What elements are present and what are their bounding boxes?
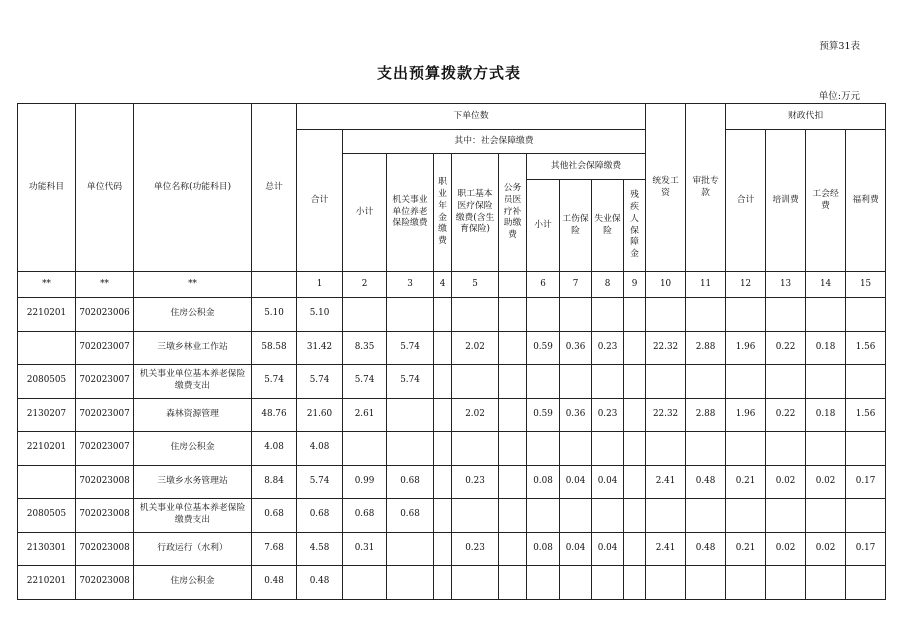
value-cell bbox=[646, 298, 686, 332]
value-cell bbox=[343, 298, 387, 332]
value-cell: 0.48 bbox=[686, 532, 726, 566]
unit-name-cell: 机关事业单位基本养老保险缴费支出 bbox=[134, 365, 252, 399]
value-cell bbox=[387, 566, 434, 600]
value-cell: 4.58 bbox=[297, 532, 343, 566]
value-cell bbox=[806, 298, 846, 332]
value-cell: 0.21 bbox=[726, 465, 766, 499]
func-code-cell: 2080505 bbox=[18, 499, 76, 533]
value-cell bbox=[560, 432, 592, 466]
header-social-subtotal: 小计 bbox=[343, 154, 387, 272]
header-approved-special: 审批专款 bbox=[686, 104, 726, 272]
value-cell: 2.88 bbox=[686, 331, 726, 365]
header-other-social: 其他社会保障缴费 bbox=[527, 154, 646, 180]
header-pension: 机关事业单位养老保险缴费 bbox=[387, 154, 434, 272]
value-cell: 4.08 bbox=[297, 432, 343, 466]
value-cell: 0.17 bbox=[846, 532, 886, 566]
header-total: 总计 bbox=[252, 104, 297, 272]
table-row bbox=[18, 331, 886, 365]
func-code-cell: 2210201 bbox=[18, 566, 76, 600]
header-of-which-social: 其中：社会保障缴费 bbox=[343, 130, 646, 154]
table-number: 预算31表 bbox=[819, 41, 860, 52]
value-cell: 0.04 bbox=[592, 465, 624, 499]
value-cell bbox=[592, 499, 624, 533]
value-cell: 5.74 bbox=[252, 365, 297, 399]
value-cell: 5.74 bbox=[343, 365, 387, 399]
value-cell bbox=[726, 365, 766, 399]
index-cell: ** bbox=[134, 272, 252, 298]
value-cell bbox=[806, 499, 846, 533]
value-cell: 0.02 bbox=[806, 532, 846, 566]
value-cell: 0.23 bbox=[452, 532, 499, 566]
value-cell bbox=[766, 365, 806, 399]
value-cell bbox=[343, 432, 387, 466]
value-cell bbox=[434, 365, 452, 399]
value-cell bbox=[592, 566, 624, 600]
value-cell: 0.02 bbox=[766, 532, 806, 566]
index-cell: ** bbox=[18, 272, 76, 298]
value-cell: 0.36 bbox=[560, 331, 592, 365]
value-cell bbox=[499, 398, 527, 432]
unit-name-cell: 住房公积金 bbox=[134, 566, 252, 600]
value-cell: 5.74 bbox=[387, 331, 434, 365]
table-row bbox=[18, 499, 886, 533]
value-cell: 2.41 bbox=[646, 532, 686, 566]
value-cell: 0.68 bbox=[343, 499, 387, 533]
value-cell: 2.88 bbox=[686, 398, 726, 432]
index-cell: 3 bbox=[387, 272, 434, 298]
index-cell bbox=[252, 272, 297, 298]
value-cell bbox=[726, 566, 766, 600]
value-cell: 0.23 bbox=[592, 331, 624, 365]
unit-name-cell: 三墩乡水务管理站 bbox=[134, 465, 252, 499]
value-cell bbox=[499, 365, 527, 399]
value-cell bbox=[434, 566, 452, 600]
value-cell bbox=[806, 365, 846, 399]
index-cell: 11 bbox=[686, 272, 726, 298]
value-cell: 5.10 bbox=[297, 298, 343, 332]
value-cell bbox=[766, 566, 806, 600]
index-cell: 12 bbox=[726, 272, 766, 298]
unit-code-cell: 702023008 bbox=[76, 566, 134, 600]
value-cell bbox=[499, 532, 527, 566]
value-cell bbox=[592, 432, 624, 466]
value-cell: 0.04 bbox=[560, 465, 592, 499]
index-cell bbox=[499, 272, 527, 298]
value-cell bbox=[527, 432, 560, 466]
func-code-cell: 2210201 bbox=[18, 298, 76, 332]
unit-code-cell: 702023007 bbox=[76, 432, 134, 466]
value-cell: 2.61 bbox=[343, 398, 387, 432]
value-cell bbox=[686, 298, 726, 332]
table-row bbox=[18, 532, 886, 566]
value-cell bbox=[387, 432, 434, 466]
unit-code-cell: 702023006 bbox=[76, 298, 134, 332]
unit-name-cell: 住房公积金 bbox=[134, 298, 252, 332]
table-row bbox=[18, 365, 886, 399]
value-cell: 0.21 bbox=[726, 532, 766, 566]
value-cell: 2.02 bbox=[452, 331, 499, 365]
value-cell bbox=[527, 298, 560, 332]
value-cell bbox=[726, 432, 766, 466]
unit-label: 单位:万元 bbox=[818, 91, 860, 102]
value-cell bbox=[846, 432, 886, 466]
value-cell: 0.31 bbox=[343, 532, 387, 566]
index-cell: 14 bbox=[806, 272, 846, 298]
table-row bbox=[18, 432, 886, 466]
value-cell: 58.58 bbox=[252, 331, 297, 365]
value-cell: 1.56 bbox=[846, 398, 886, 432]
index-cell: 7 bbox=[560, 272, 592, 298]
value-cell: 0.59 bbox=[527, 398, 560, 432]
value-cell bbox=[452, 365, 499, 399]
value-cell: 0.02 bbox=[766, 465, 806, 499]
unit-name-cell: 三墩乡林业工作站 bbox=[134, 331, 252, 365]
header-other-subtotal: 小计 bbox=[527, 180, 560, 272]
unit-code-cell: 702023007 bbox=[76, 398, 134, 432]
header-unit-name: 单位名称(功能科目) bbox=[134, 104, 252, 272]
value-cell bbox=[434, 499, 452, 533]
value-cell bbox=[387, 298, 434, 332]
func-code-cell: 2130301 bbox=[18, 532, 76, 566]
value-cell: 0.17 bbox=[846, 465, 886, 499]
index-cell: 4 bbox=[434, 272, 452, 298]
value-cell: 0.68 bbox=[387, 499, 434, 533]
header-unemployment: 失业保险 bbox=[592, 180, 624, 272]
value-cell bbox=[560, 298, 592, 332]
value-cell: 0.18 bbox=[806, 398, 846, 432]
value-cell bbox=[686, 432, 726, 466]
value-cell bbox=[646, 432, 686, 466]
value-cell bbox=[499, 465, 527, 499]
index-cell: 1 bbox=[297, 272, 343, 298]
value-cell: 5.74 bbox=[297, 365, 343, 399]
value-cell bbox=[766, 499, 806, 533]
value-cell: 0.99 bbox=[343, 465, 387, 499]
value-cell bbox=[624, 532, 646, 566]
value-cell: 7.68 bbox=[252, 532, 297, 566]
index-cell: 9 bbox=[624, 272, 646, 298]
value-cell: 1.96 bbox=[726, 398, 766, 432]
unit-code-cell: 702023008 bbox=[76, 499, 134, 533]
value-cell bbox=[766, 298, 806, 332]
value-cell: 0.22 bbox=[766, 331, 806, 365]
header-lower-units: 下单位数 bbox=[297, 104, 646, 130]
value-cell: 0.48 bbox=[686, 465, 726, 499]
value-cell bbox=[452, 298, 499, 332]
value-cell bbox=[624, 298, 646, 332]
func-code-cell: 2210201 bbox=[18, 432, 76, 466]
header-fiscal-total: 合计 bbox=[726, 130, 766, 272]
value-cell bbox=[846, 566, 886, 600]
value-cell bbox=[387, 398, 434, 432]
index-cell: 5 bbox=[452, 272, 499, 298]
table-row bbox=[18, 398, 886, 432]
header-medical: 职工基本医疗保险缴费(含生育保险) bbox=[452, 154, 499, 272]
value-cell bbox=[624, 465, 646, 499]
budget-table bbox=[17, 103, 886, 600]
header-training: 培训费 bbox=[766, 130, 806, 272]
value-cell: 0.04 bbox=[592, 532, 624, 566]
value-cell: 0.36 bbox=[560, 398, 592, 432]
value-cell bbox=[527, 566, 560, 600]
header-lower-subtotal: 合计 bbox=[297, 130, 343, 272]
value-cell bbox=[686, 566, 726, 600]
index-cell: 8 bbox=[592, 272, 624, 298]
value-cell bbox=[527, 499, 560, 533]
value-cell bbox=[434, 465, 452, 499]
value-cell: 4.08 bbox=[252, 432, 297, 466]
value-cell: 5.74 bbox=[387, 365, 434, 399]
value-cell bbox=[624, 432, 646, 466]
value-cell: 0.48 bbox=[252, 566, 297, 600]
value-cell: 0.08 bbox=[527, 532, 560, 566]
value-cell bbox=[434, 331, 452, 365]
func-code-cell bbox=[18, 465, 76, 499]
value-cell bbox=[624, 499, 646, 533]
value-cell bbox=[452, 499, 499, 533]
value-cell bbox=[499, 298, 527, 332]
value-cell bbox=[499, 566, 527, 600]
value-cell bbox=[726, 499, 766, 533]
value-cell bbox=[499, 331, 527, 365]
value-cell bbox=[560, 566, 592, 600]
header-unit-code: 单位代码 bbox=[76, 104, 134, 272]
value-cell: 8.35 bbox=[343, 331, 387, 365]
value-cell bbox=[452, 566, 499, 600]
value-cell: 8.84 bbox=[252, 465, 297, 499]
value-cell bbox=[624, 331, 646, 365]
value-cell bbox=[624, 398, 646, 432]
unit-name-cell: 行政运行（水利） bbox=[134, 532, 252, 566]
value-cell: 0.04 bbox=[560, 532, 592, 566]
value-cell: 22.32 bbox=[646, 398, 686, 432]
value-cell bbox=[434, 298, 452, 332]
header-disabled: 残疾人保障金 bbox=[624, 180, 646, 272]
table-row bbox=[18, 566, 886, 600]
unit-name-cell: 住房公积金 bbox=[134, 432, 252, 466]
table-row bbox=[18, 465, 886, 499]
value-cell: 1.56 bbox=[846, 331, 886, 365]
value-cell bbox=[499, 499, 527, 533]
header-union: 工会经费 bbox=[806, 130, 846, 272]
header-func-subject: 功能科目 bbox=[18, 104, 76, 272]
value-cell bbox=[726, 298, 766, 332]
value-cell bbox=[592, 298, 624, 332]
value-cell bbox=[434, 398, 452, 432]
value-cell: 5.74 bbox=[297, 465, 343, 499]
index-cell: 13 bbox=[766, 272, 806, 298]
value-cell: 2.41 bbox=[646, 465, 686, 499]
value-cell: 0.02 bbox=[806, 465, 846, 499]
func-code-cell bbox=[18, 331, 76, 365]
value-cell: 21.60 bbox=[297, 398, 343, 432]
unit-code-cell: 702023008 bbox=[76, 465, 134, 499]
index-cell: 10 bbox=[646, 272, 686, 298]
value-cell bbox=[646, 499, 686, 533]
value-cell bbox=[766, 432, 806, 466]
unit-code-cell: 702023008 bbox=[76, 532, 134, 566]
index-cell: 15 bbox=[846, 272, 886, 298]
value-cell: 31.42 bbox=[297, 331, 343, 365]
value-cell: 0.68 bbox=[297, 499, 343, 533]
table-row bbox=[18, 298, 886, 332]
value-cell bbox=[846, 365, 886, 399]
header-injury: 工伤保险 bbox=[560, 180, 592, 272]
value-cell bbox=[527, 365, 560, 399]
value-cell bbox=[499, 432, 527, 466]
index-cell: ** bbox=[76, 272, 134, 298]
func-code-cell: 2080505 bbox=[18, 365, 76, 399]
value-cell bbox=[686, 499, 726, 533]
value-cell bbox=[592, 365, 624, 399]
value-cell: 0.22 bbox=[766, 398, 806, 432]
value-cell bbox=[387, 532, 434, 566]
unit-name-cell: 机关事业单位基本养老保险缴费支出 bbox=[134, 499, 252, 533]
header-unified-wage: 统发工资 bbox=[646, 104, 686, 272]
unit-code-cell: 702023007 bbox=[76, 331, 134, 365]
value-cell bbox=[686, 365, 726, 399]
value-cell: 0.68 bbox=[387, 465, 434, 499]
func-code-cell: 2130207 bbox=[18, 398, 76, 432]
value-cell bbox=[624, 566, 646, 600]
value-cell: 2.02 bbox=[452, 398, 499, 432]
value-cell: 22.32 bbox=[646, 331, 686, 365]
page-title: 支出预算拨款方式表 bbox=[376, 64, 521, 82]
header-annuity: 职业年金缴费 bbox=[434, 154, 452, 272]
value-cell bbox=[434, 432, 452, 466]
value-cell bbox=[343, 566, 387, 600]
value-cell bbox=[624, 365, 646, 399]
value-cell: 0.48 bbox=[297, 566, 343, 600]
value-cell bbox=[806, 432, 846, 466]
value-cell: 0.08 bbox=[527, 465, 560, 499]
value-cell: 0.68 bbox=[252, 499, 297, 533]
value-cell: 0.18 bbox=[806, 331, 846, 365]
value-cell bbox=[846, 499, 886, 533]
value-cell bbox=[806, 566, 846, 600]
value-cell bbox=[646, 566, 686, 600]
value-cell bbox=[560, 499, 592, 533]
value-cell: 0.23 bbox=[592, 398, 624, 432]
value-cell bbox=[452, 432, 499, 466]
unit-code-cell: 702023007 bbox=[76, 365, 134, 399]
value-cell: 48.76 bbox=[252, 398, 297, 432]
value-cell bbox=[434, 532, 452, 566]
header-welfare: 福利费 bbox=[846, 130, 886, 272]
unit-name-cell: 森林资源管理 bbox=[134, 398, 252, 432]
value-cell bbox=[646, 365, 686, 399]
value-cell bbox=[846, 298, 886, 332]
value-cell: 0.59 bbox=[527, 331, 560, 365]
header-fiscal-withhold: 财政代扣 bbox=[726, 104, 886, 130]
header-civil-medical: 公务员医疗补助缴费 bbox=[499, 154, 527, 272]
data-rows bbox=[18, 298, 886, 600]
value-cell: 0.23 bbox=[452, 465, 499, 499]
value-cell bbox=[560, 365, 592, 399]
value-cell: 5.10 bbox=[252, 298, 297, 332]
index-cell: 6 bbox=[527, 272, 560, 298]
index-cell: 2 bbox=[343, 272, 387, 298]
value-cell: 1.96 bbox=[726, 331, 766, 365]
